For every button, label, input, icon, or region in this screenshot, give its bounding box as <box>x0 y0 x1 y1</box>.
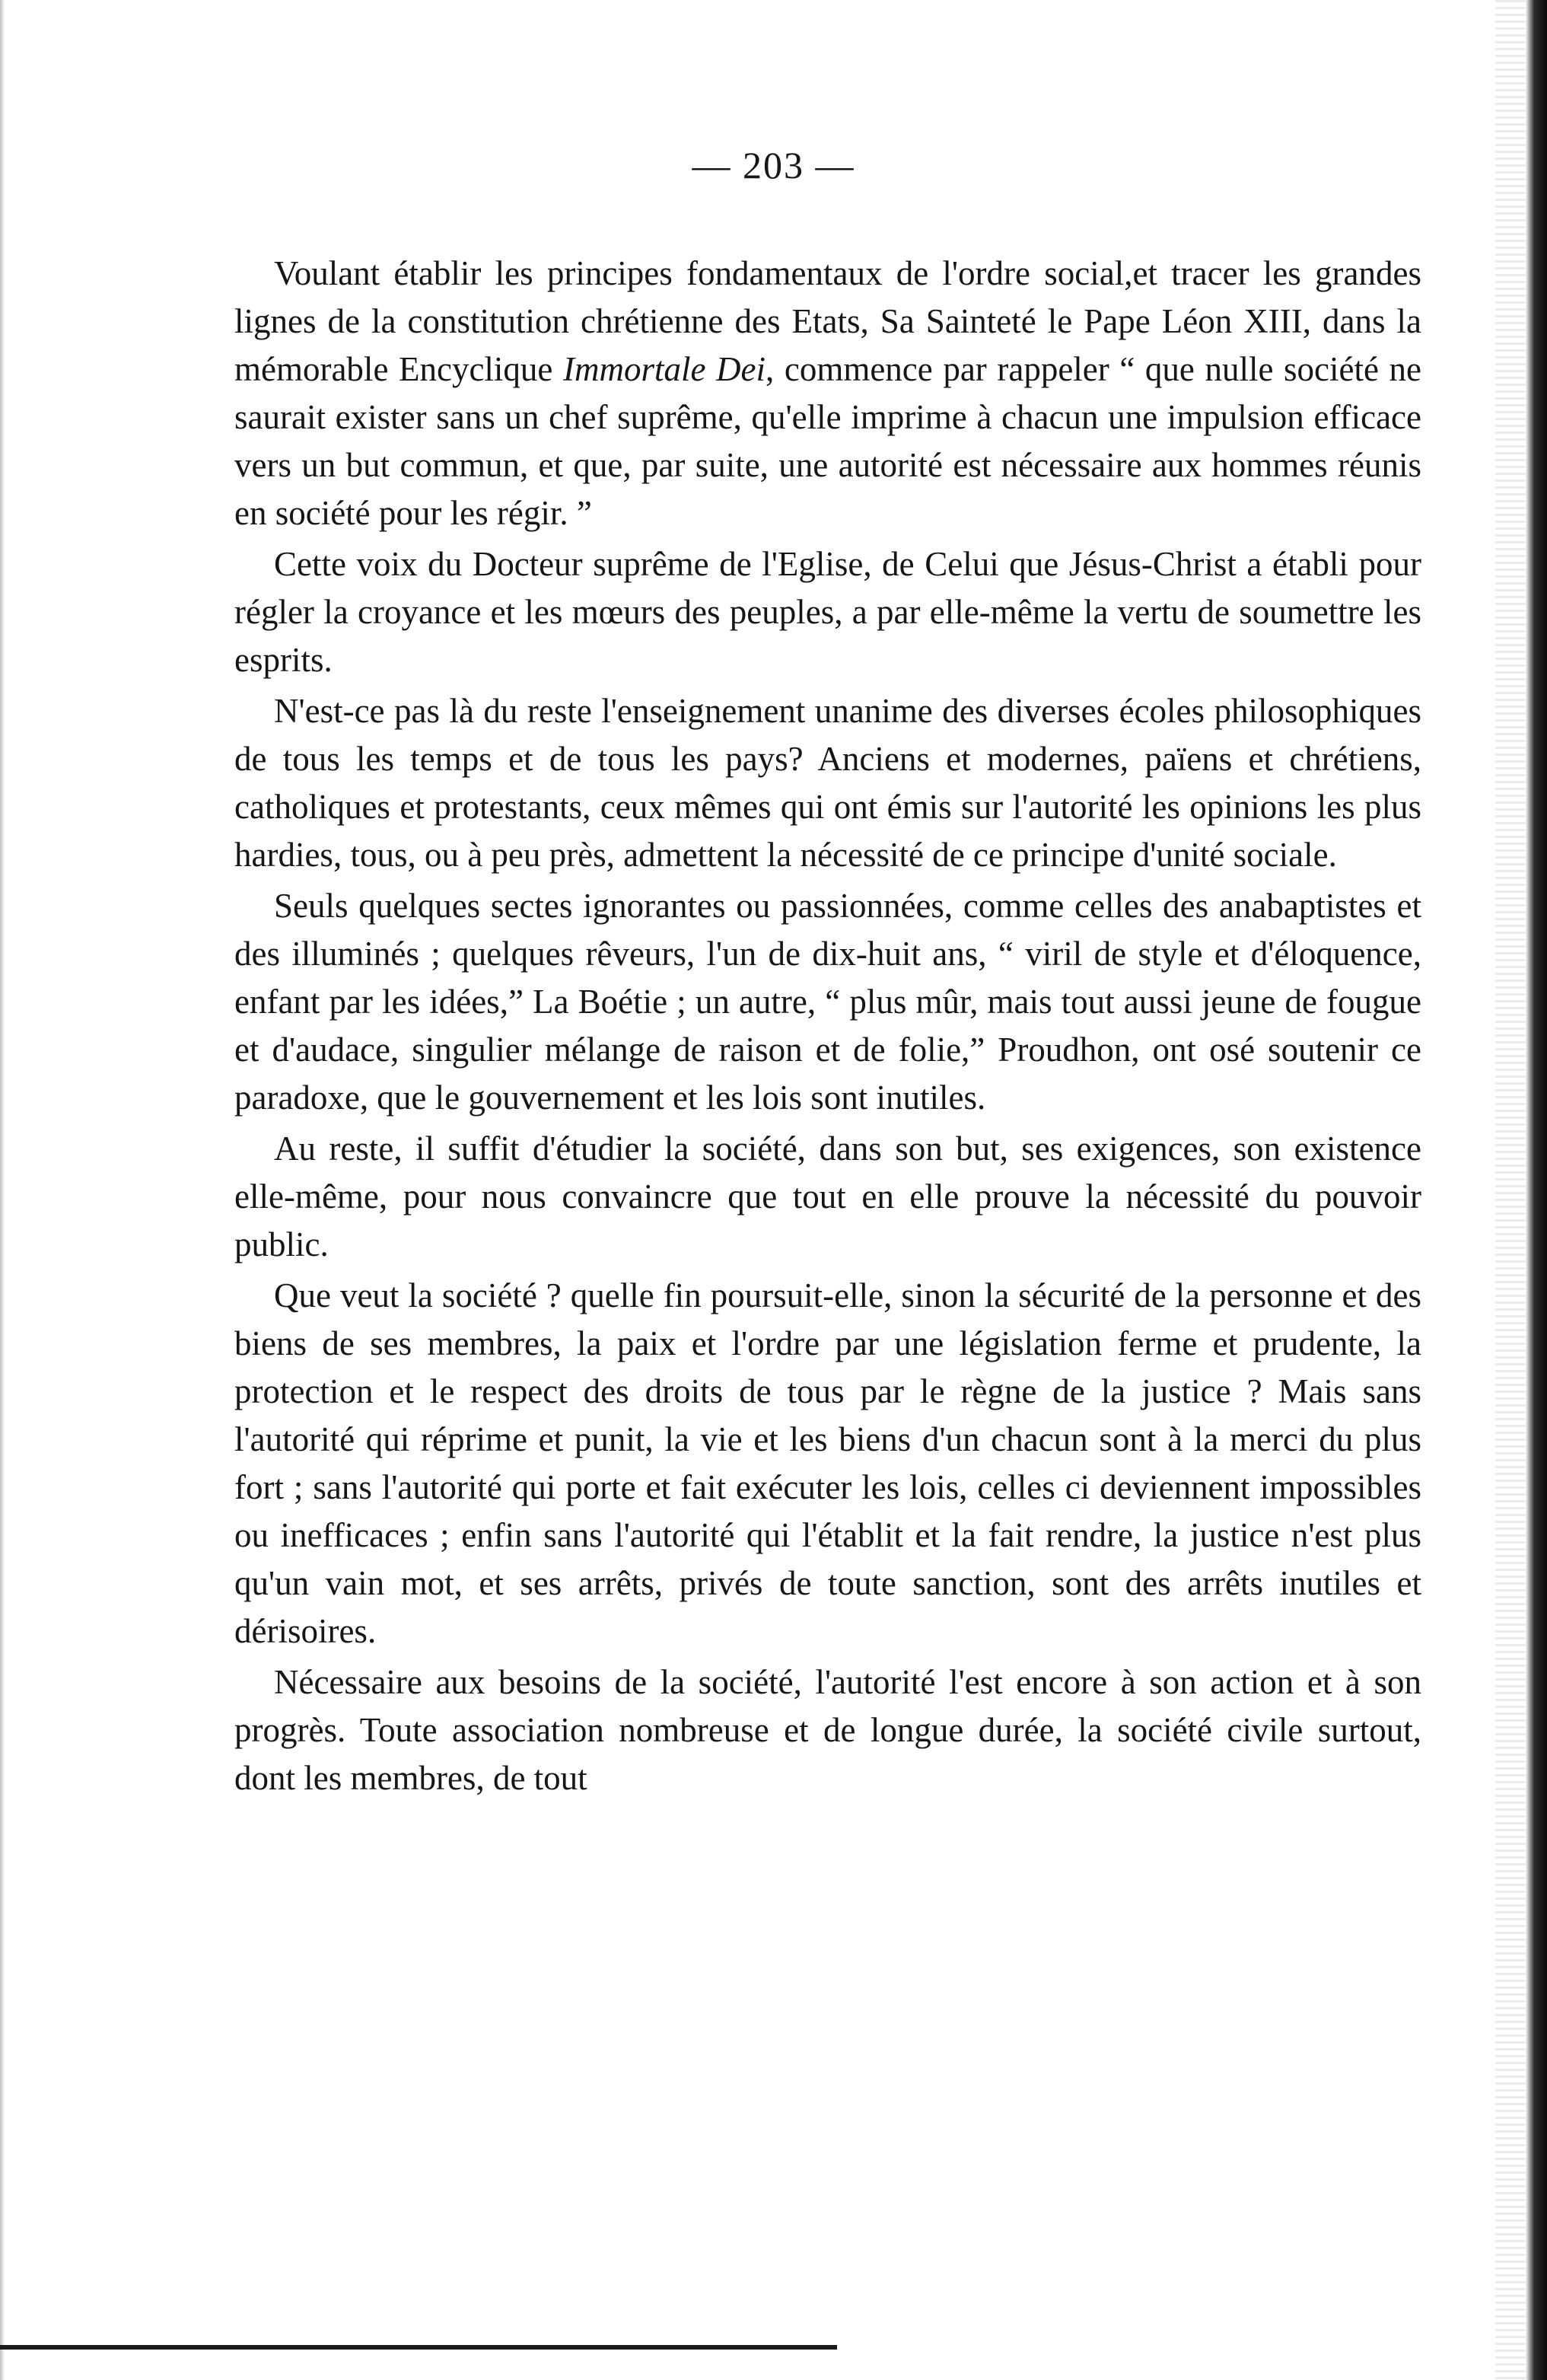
page-number: — 203 — <box>692 144 855 186</box>
scan-binding-shadow <box>1495 0 1526 2380</box>
text-segment: Voulant établir les principes fondamentaux de l'ordre social,et tracer les grandes lignes de la constitution chrétienne des Etats, Sa Sainteté le Pape Léon XIII, dans la mémorable Encyclique <box>234 254 1421 388</box>
text-segment: Nécessaire aux besoins de la société, l'autorité l'est encore à son action et à son progrès. Toute association nombreuse et de longue durée, la société civile surtout, dont les membres, de tout <box>234 1663 1421 1797</box>
paragraph-p6 <box>234 1272 1421 1655</box>
paragraph-p1 <box>234 250 1421 537</box>
scan-bottom-rule <box>0 2345 837 2350</box>
paragraph-p4 <box>234 882 1421 1122</box>
text-segment: Seuls quelques sectes ignorantes ou passionnées, comme celles des anabaptistes et des illuminés ; quelques rêveurs, l'un de dix-huit ans, “ viril de style et d'éloquence, enfant par les idées,” La Boétie ; un autre, “ plus mûr, mais tout aussi jeune de fougue et d'audace, singulier mélange de raison et de folie,” Proudhon, ont osé soutenir ce paradoxe, que le gouvernement et les lois sont inutiles. <box>234 887 1421 1117</box>
paragraph-p5 <box>234 1125 1421 1269</box>
body-text <box>234 250 1421 1805</box>
text-segment: N'est-ce pas là du reste l'enseignement unanime des diverses écoles philosophiques de tous les temps et de tous les pays? Anciens et modernes, païens et chrétiens, catholiques et protestants, ceux mêmes qui ont émis sur l'autorité les opinions les plus hardies, tous, ou à peu près, admettent la nécessité de ce principe d'unité sociale. <box>234 692 1421 874</box>
text-segment: , commence par rappeler “ que nulle société ne saurait exister sans un chef suprême, qu'elle imprime à chacun une impulsion efficace vers un but commun, et que, par suite, une autorité est nécessaire aux hommes réunis en société pour les régir. ” <box>234 350 1421 532</box>
italic-title: Immortale Dei <box>562 350 766 388</box>
paragraph-p7 <box>234 1658 1421 1802</box>
paragraph-p3 <box>234 687 1421 879</box>
paragraph-p2 <box>234 540 1421 684</box>
scan-left-edge <box>0 0 5 2380</box>
text-segment: Que veut la société ? quelle fin poursuit-elle, sinon la sécurité de la personne et des biens de ses membres, la paix et l'ordre par une législation ferme et prudente, la protection et le respect des droits de tous par le règne de la justice ? Mais sans l'autorité qui réprime et punit, la vie et les biens d'un chacun sont à la merci du plus fort ; sans l'autorité qui porte et fait exécuter les lois, celles ci deviennent impossibles ou inefficaces ; enfin sans l'autorité qui l'établit et la fait rendre, la justice n'est plus qu'un vain mot, et ses arrêts, privés de toute sanction, sont des arrêts inutiles et dérisoires. <box>234 1276 1421 1650</box>
text-segment: Au reste, il suffit d'étudier la société, dans son but, ses exigences, son existence elle-même, pour nous convaincre que tout en elle prouve la nécessité du pouvoir public. <box>234 1129 1421 1263</box>
text-segment: Cette voix du Docteur suprême de l'Eglise, de Celui que Jésus-Christ a établi pour régler la croyance et les mœurs des peuples, a par elle-même la vertu de soumettre les esprits. <box>234 545 1421 679</box>
scan-binding-edge <box>1526 0 1547 2380</box>
